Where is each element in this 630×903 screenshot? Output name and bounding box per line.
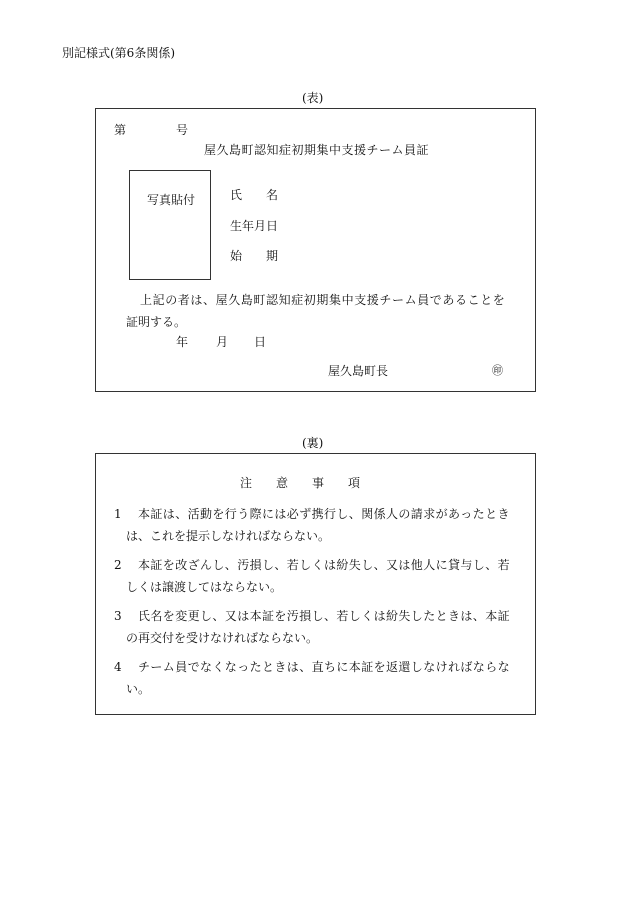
form-label: 別記様式(第6条関係) [62,46,175,60]
note-number: 1 [114,507,122,521]
note-line: は、これを提示しなければならない。 [126,529,331,543]
field-name: 氏 名 [230,188,279,202]
issuer: 屋久島町長 [328,364,389,378]
field-start: 始 期 [230,249,279,263]
card-title: 屋久島町認知症初期集中支援チーム員証 [204,143,430,157]
number-suffix: 号 [176,123,189,137]
note-number: 2 [114,558,122,572]
back-card [95,453,536,715]
front-card [95,108,536,392]
seal-mark: ㊞ [492,364,503,377]
front-heading: (表) [302,91,324,105]
notes-title: 注 意 事 項 [240,476,361,490]
note-line: チーム員でなくなったときは、直ちに本証を返還しなければならな [138,660,511,674]
photo-area [129,170,211,280]
note-line: い。 [126,682,151,696]
photo-label: 写真貼付 [147,193,196,207]
date-day: 日 [254,335,267,349]
certify-line2: 証明する。 [126,315,187,329]
note-line: の再交付を受けなければならない。 [126,631,319,645]
number-prefix: 第 [114,123,127,137]
note-line: 氏名を変更し、又は本証を汚損し、若しくは紛失したときは、本証 [138,609,511,623]
field-birthdate: 生年月日 [230,219,279,233]
certify-line1: 上記の者は、屋久島町認知症初期集中支援チーム員であることを [140,293,506,307]
back-heading: (裏) [302,436,324,450]
note-line: 本証は、活動を行う際には必ず携行し、関係人の請求があったとき [138,507,510,521]
note-line: 本証を改ざんし、汚損し、若しくは紛失し、又は他人に貸与し、若 [138,558,511,572]
note-number: 4 [114,660,122,674]
date-year: 年 [176,335,189,349]
date-month: 月 [216,335,229,349]
note-line: しくは譲渡してはならない。 [126,580,283,594]
note-number: 3 [114,609,122,623]
